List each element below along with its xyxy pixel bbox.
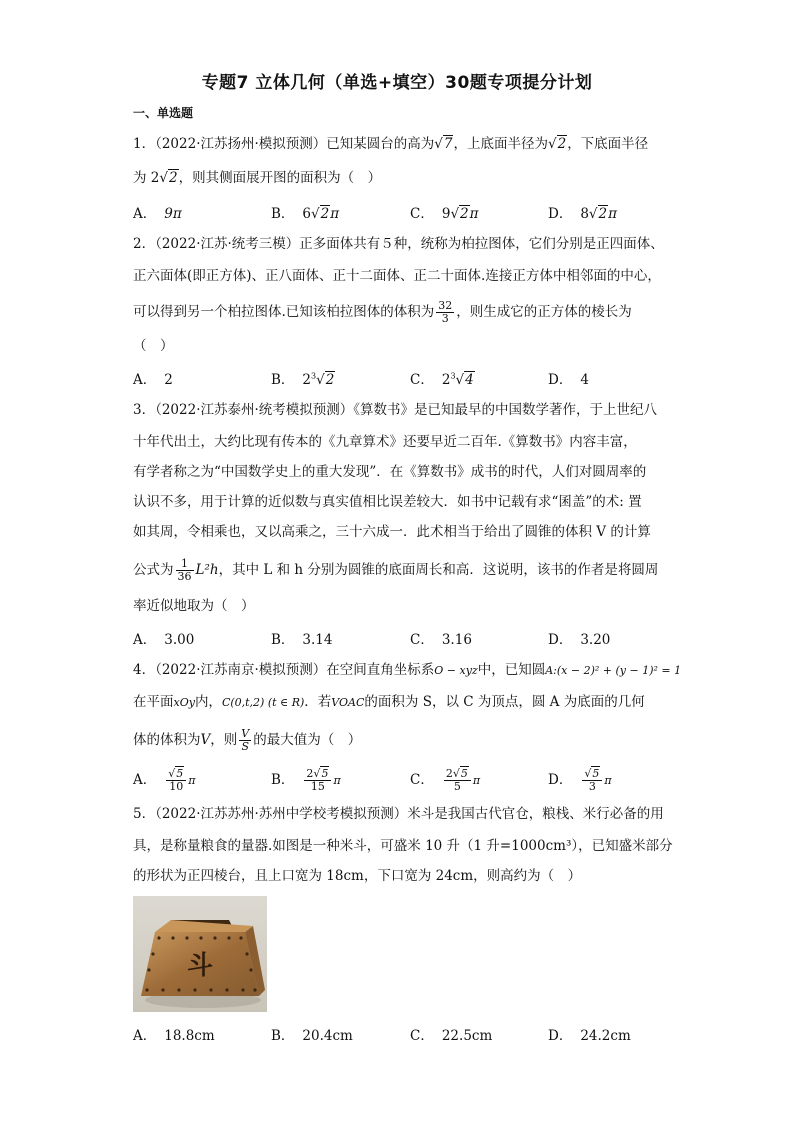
page-title: 专题7 立体几何（单选+填空）30题专项提分计划 [201, 73, 593, 93]
q5-line-3: 的形状为正四棱台，且上口宽为 18cm，下口宽为 24cm，则高约为（ ） [133, 868, 582, 884]
q5-option-b[interactable]: B． 20.4cm [271, 1028, 353, 1044]
q4-text: 体的体积为 [133, 732, 201, 748]
q4-text: 的最大值为（ ） [253, 732, 362, 748]
q4-text: ．若 [304, 694, 332, 710]
q3-text: ，其中 L 和 h 分别为圆锥的底面周长和高．这说明，该书的作者是将圆周 [218, 562, 659, 578]
q4-line-3 [133, 728, 663, 753]
q1-text: ，下底面半径 [567, 136, 649, 152]
q3-line-2: 十年代出土，大约比现有传本的《九章算术》还要早近二百年.《算数书》内容丰富， [133, 434, 637, 450]
q4-option-c[interactable]: C． $\frac{2√5}{5}$ π [410, 767, 481, 793]
q3-line-7: 率近似地取为（ ） [133, 598, 255, 614]
q4-text: 的面积为 S，以 C 为顶点，圆 A 为底面的几何 [364, 694, 645, 710]
rice-measure-photo [133, 896, 267, 1012]
q3-text: 公式为 [133, 562, 174, 578]
q4-fraction: $\frac{V}{S}$ [241, 727, 250, 753]
q2-text: ，则生成它的正方体的棱长为 [456, 304, 632, 320]
q1-options [133, 202, 663, 222]
q5-options [133, 1024, 663, 1044]
q1-line-1 [133, 134, 663, 154]
sqrt-7: √7 [434, 136, 453, 152]
q4-text: 内， [194, 694, 222, 710]
q5-option-a[interactable]: A． 18.8cm [133, 1028, 215, 1044]
q3-line-3: 有学者称之为“中国数学史上的重大发现”．在《算数书》成书的时代，人们对圆周率的 [133, 464, 647, 480]
q4-plane: xOy [173, 696, 195, 709]
q3-option-a[interactable]: A． 3.00 [133, 632, 195, 648]
q1-text: ，则其侧面展开图的面积为（ ） [178, 170, 382, 186]
q3-line-6 [133, 558, 663, 583]
q1-text: 1．（2022·江苏扬州·模拟预测）已知某圆台的高为 [133, 136, 435, 152]
q5-option-c[interactable]: C． 22.5cm [410, 1028, 493, 1044]
sqrt-2b: √2 [159, 170, 178, 186]
q4-triangle: VOAC [331, 696, 365, 709]
q3-options [133, 628, 663, 648]
q4-text: 中，已知圆 [477, 662, 546, 678]
q4-circle-eq: A:(x − 2)² + (y − 1)² = 1 [545, 664, 682, 677]
q2-line-3 [133, 300, 663, 325]
measure-seal-character: 斗 [186, 951, 214, 981]
q2-line-2: 正六面体(即正方体)、正八面体、正十二面体、正二十面体.连接正方体中相邻面的中心， [133, 268, 661, 284]
q1-option-b[interactable]: B． 6√2π [271, 206, 340, 222]
q1-option-d[interactable]: D． 8√2π [548, 206, 617, 222]
q2-line-4: （ ） [133, 338, 174, 354]
section-heading: 一、单选题 [133, 106, 194, 120]
q4-option-a[interactable]: A． $\frac{√5}{10}$ π [133, 767, 196, 793]
q4-options [133, 768, 663, 798]
q4-text: ，则 [210, 732, 238, 748]
q4-coord: O − xyz [434, 664, 478, 677]
q4-volume: V [200, 732, 211, 748]
q4-line-1 [133, 660, 682, 681]
q4-point: C(0,t,2) (t ∈ R) [221, 696, 305, 709]
q3-line-4: 认识不多，用于计算的近似数与真实值相比误差较大．如书中记载有求“囷盖”的术: 置 [133, 494, 642, 510]
q5-line-1: 5．（2022·江苏苏州·苏州中学校考模拟预测）米斗是我国古代官仓，粮栈、米行必备的用 [133, 806, 664, 822]
q2-option-d[interactable]: D． 4 [548, 372, 589, 388]
q4-text: 4．（2022·江苏南京·模拟预测）在空间直角坐标系 [133, 662, 435, 678]
q4-option-b[interactable]: B． $\frac{2√5}{15}$ π [271, 767, 341, 793]
q3-line-1: 3．（2022·江苏泰州·统考模拟预测）《算数书》是已知最早的中国数学著作，于上世纪八 [133, 402, 658, 418]
q1-text: ，上底面半径为 [453, 136, 548, 152]
q1-coef: 2 [150, 170, 160, 186]
q2-option-b[interactable]: B． $2^3√2$ [271, 371, 335, 388]
q2-line-1: 2．（2022·江苏·统考三模）正多面体共有５种，统称为柏拉图体，它们分别是正四面体、 [133, 236, 664, 252]
q4-option-d[interactable]: D． $\frac{√5}{3}$ π [548, 767, 612, 793]
q3-option-c[interactable]: C． 3.16 [410, 632, 472, 648]
q2-text: 可以得到另一个柏拉图体.已知该柏拉图体的体积为 [133, 304, 435, 320]
q2-fraction: $\frac{32}{3}$ [438, 299, 453, 325]
q2-option-a[interactable]: A． 2 [133, 372, 173, 388]
q4-text: 在平面 [133, 694, 174, 710]
q3-line-5: 如其周，令相乘也，又以高乘之，三十六成一．此术相当于给出了圆锥的体积 V 的计算 [133, 524, 651, 540]
q1-line-2 [133, 168, 663, 188]
q5-option-d[interactable]: D． 24.2cm [548, 1028, 631, 1044]
q1-option-a[interactable]: A． 9π [133, 206, 182, 222]
q3-option-d[interactable]: D． 3.20 [548, 632, 611, 648]
q1-option-c[interactable]: C． 9√2π [410, 206, 479, 222]
q3-fraction: $\frac{1}{36}$ [177, 557, 192, 583]
q1-text: 为 [133, 170, 147, 186]
rice-measure-illustration [133, 896, 267, 1012]
q3-expression: L²h [195, 562, 219, 578]
q2-option-c[interactable]: C． $2^3√4$ [410, 371, 474, 388]
q5-line-2: 具，是称量粮食的量器.如图是一种米斗，可盛米 10 升（1 升=1000cm³），已知盛米部分 [133, 838, 673, 854]
q3-option-b[interactable]: B． 3.14 [271, 632, 333, 648]
q4-line-2 [133, 692, 663, 713]
sqrt-2: √2 [547, 136, 567, 152]
q2-options [133, 368, 663, 388]
